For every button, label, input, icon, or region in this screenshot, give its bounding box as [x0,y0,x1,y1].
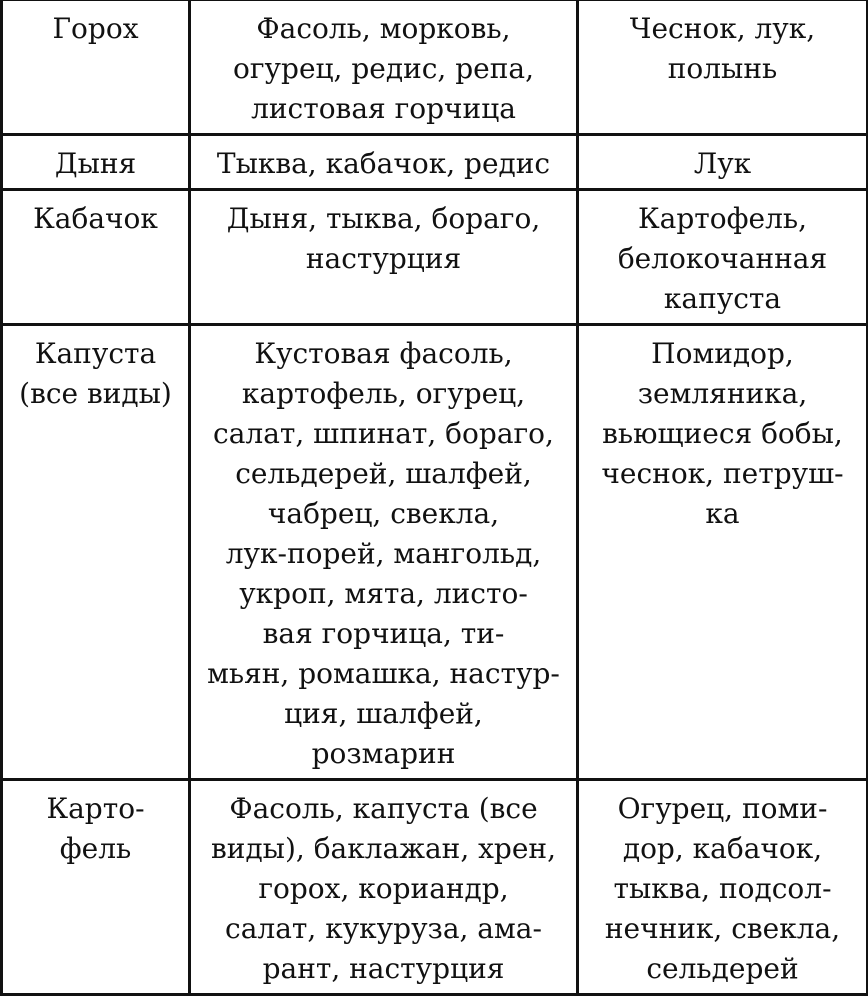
good-neighbors-cell [190,190,578,325]
text-line: мьян, ромашка, настур- [207,657,560,690]
plant-cell [2,190,190,325]
text-line: лук-порей, мангольд, [225,537,542,570]
plant-name: Карто- [46,792,145,825]
bad-neighbors-cell [578,190,868,325]
text-line: Огурец, поми- [617,792,828,825]
plant-name: Горох [52,12,139,45]
text-line: земляника, [637,377,808,410]
plant-name: фель [59,832,132,865]
text-line: Кустовая фасоль, [254,337,513,370]
text-line: сельдерей, шалфей, [235,457,532,490]
text-line: чабрец, свекла, [267,497,500,530]
text-line: горох, кориандр, [258,872,509,905]
text-line: Дыня, тыква, бораго, [226,202,541,235]
text-line: сельдерей [646,952,799,985]
table-row [2,0,868,135]
plant-cell [2,135,190,190]
text-line: ка [705,497,740,530]
text-line: Фасоль, капуста (все [229,792,538,825]
plant-name: (все виды) [19,377,172,410]
text-line: Фасоль, морковь, [256,12,511,45]
bad-neighbors-cell [578,780,868,995]
text-line: салат, шпинат, бораго, [213,417,554,450]
text-line: тыква, подсол- [613,872,832,905]
plant-cell [2,325,190,780]
bad-neighbors-cell [578,325,868,780]
plant-name: Дыня [54,147,137,180]
text-line: ция, шалфей, [284,697,483,730]
text-line: Тыква, кабачок, редис [216,147,551,180]
plant-cell [2,0,190,135]
bad-neighbors-cell [578,0,868,135]
text-line: огурец, редис, репа, [233,52,534,85]
text-line: полынь [667,52,778,85]
text-line: листовая горчица [251,92,516,125]
text-line: Помидор, [651,337,794,370]
text-line: вая горчица, ти- [262,617,505,650]
table-row [2,190,868,325]
text-line: укроп, мята, листо- [239,577,528,610]
text-line: дор, кабачок, [622,832,823,865]
text-line: салат, кукуруза, ама- [225,912,542,945]
table-row [2,325,868,780]
text-line: нечник, свекла, [604,912,841,945]
text-line: Картофель, [637,202,808,235]
text-line: чеснок, петруш- [601,457,844,490]
plant-cell [2,780,190,995]
good-neighbors-cell [190,780,578,995]
text-line: Чеснок, лук, [629,12,816,45]
text-line: рант, настурция [262,952,505,985]
table-row [2,780,868,995]
text-line: настурция [305,242,462,275]
text-line: картофель, огурец, [241,377,526,410]
bad-neighbors-cell [578,135,868,190]
text-line: белокочанная [617,242,828,275]
plant-name: Капуста [34,337,157,370]
text-line: розмарин [311,737,456,770]
text-line: вьющиеся бобы, [602,417,843,450]
plant-name: Кабачок [33,202,158,235]
good-neighbors-cell [190,325,578,780]
text-line: капуста [663,282,782,315]
text-line: Лук [693,147,752,180]
table-row [2,135,868,190]
good-neighbors-cell [190,0,578,135]
text-line: виды), баклажан, хрен, [211,832,556,865]
good-neighbors-cell [190,135,578,190]
